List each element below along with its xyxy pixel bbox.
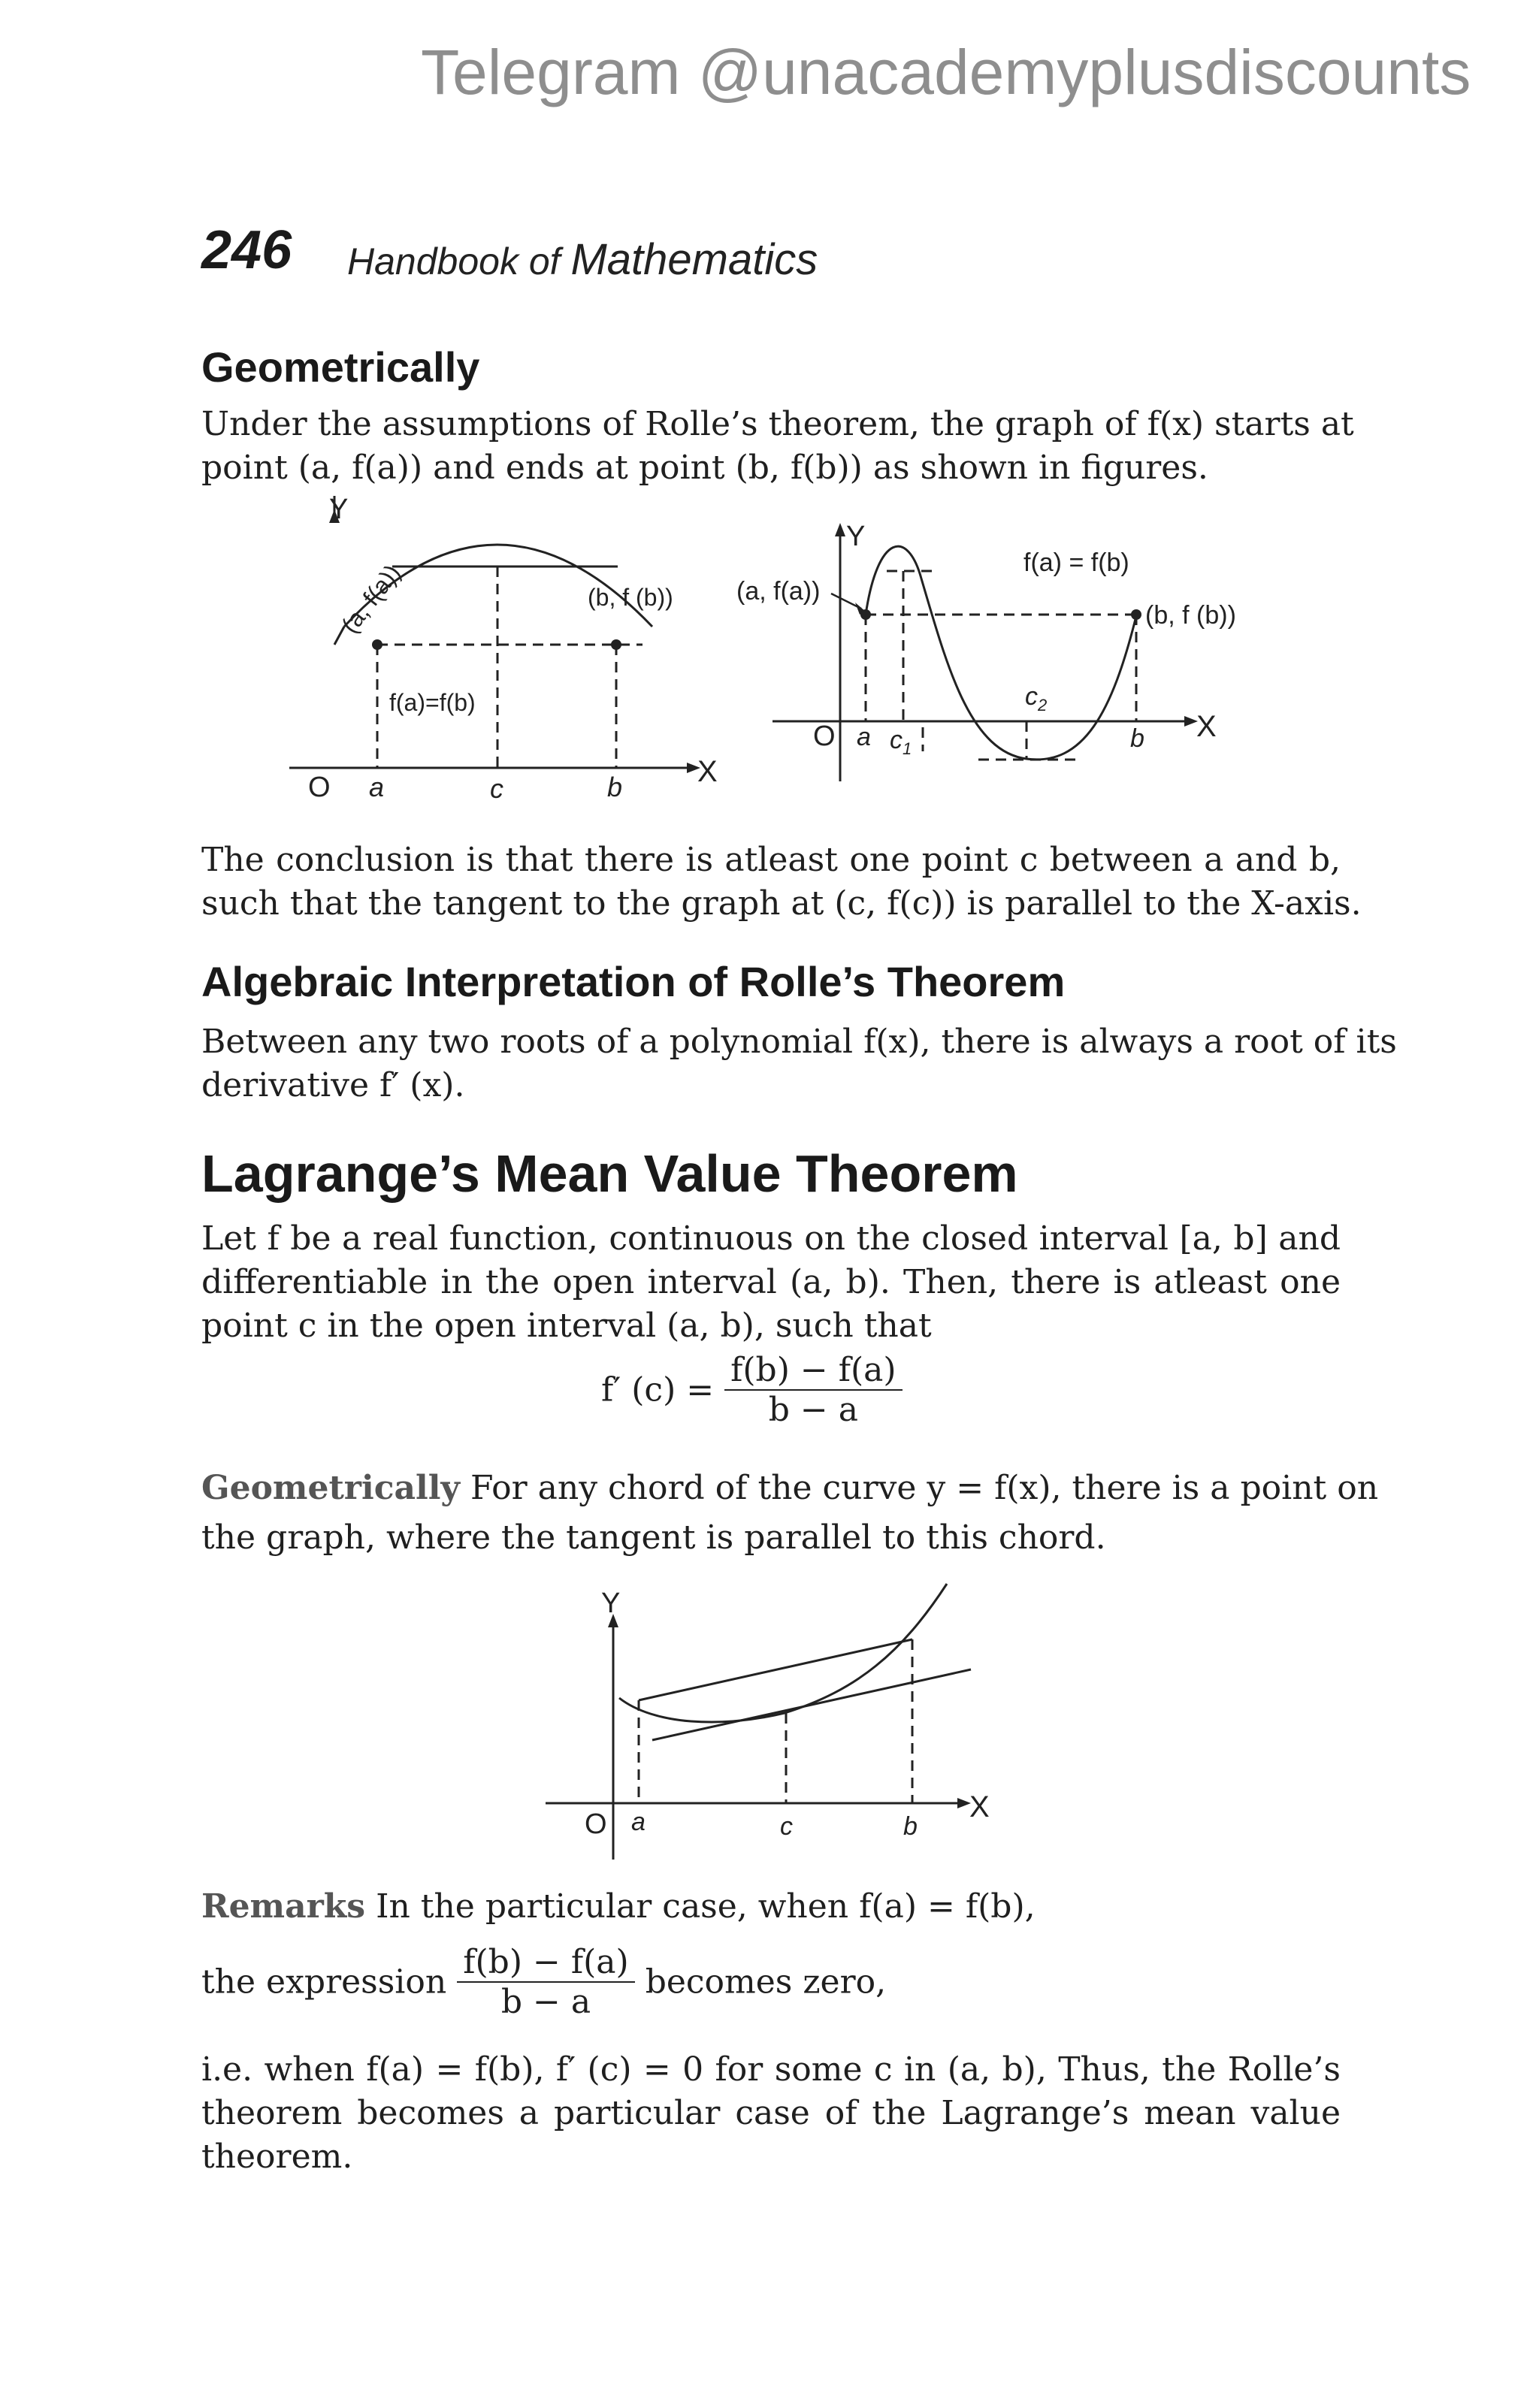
label-b: b xyxy=(903,1812,918,1841)
remarks-line-2: i.e. when f(a) = f(b), f′ (c) = 0 for some c in (a, b), Thus, the Rolle’s xyxy=(201,2050,1341,2089)
origin-label: O xyxy=(308,772,331,803)
x-axis-label: X xyxy=(969,1790,990,1823)
left-point-label: (a, f(a)) xyxy=(736,577,821,606)
label-b: b xyxy=(607,772,623,802)
formula-lhs: f′ (c) = xyxy=(601,1370,715,1409)
origin-label: O xyxy=(585,1808,607,1840)
label-c2: $c_2$ xyxy=(1025,682,1048,715)
equal-label: f(a)=f(b) xyxy=(389,689,476,716)
expression-fraction xyxy=(457,1943,634,2021)
lagrange-formula xyxy=(601,1351,903,1429)
lagrange-line-3: point c in the open interval (a, b), such that xyxy=(201,1307,932,1345)
label-c: c xyxy=(780,1812,793,1841)
label-a: a xyxy=(369,772,385,802)
x-axis-label: X xyxy=(1196,710,1217,743)
page-number: 246 xyxy=(201,220,292,280)
remarks-line-3: theorem becomes a particular case of the Lagrange’s mean value xyxy=(201,2094,1341,2132)
expression-denominator: b − a xyxy=(500,1983,591,2021)
geometrically-runin: Geometrically xyxy=(201,1469,460,1507)
formula-denominator: b − a xyxy=(768,1391,858,1429)
intro-line-2: point (a, f(a)) and ends at point (b, f(b)) as shown in figures. xyxy=(201,449,1208,487)
expression-suffix: becomes zero, xyxy=(645,1962,887,2002)
tangent-line xyxy=(652,1669,971,1740)
remarks-runin: Remarks xyxy=(201,1887,366,1926)
label-b: b xyxy=(1130,724,1144,753)
section-heading-algebraic: Algebraic Interpretation of Rolle’s Theorem xyxy=(201,958,1066,1005)
watermark-text: Telegram @unacademyplusdiscounts xyxy=(421,37,1471,107)
remarks-expression xyxy=(201,1943,886,2021)
book-title-main: Mathematics xyxy=(570,235,818,284)
equal-label: f(a) = f(b) xyxy=(1023,548,1129,577)
expression-prefix: the expression xyxy=(201,1962,447,2002)
left-point-label: (a, f(a)) xyxy=(336,559,407,639)
mean-value-figure xyxy=(541,1578,1022,1863)
curve xyxy=(866,546,1136,760)
lagrange-line-1: Let f be a real function, continuous on the closed interval [a, b] and xyxy=(201,1219,1341,1258)
x-axis-label: X xyxy=(697,755,718,788)
intro-line-1: Under the assumptions of Rolle’s theorem, the graph of f(x) starts at xyxy=(201,405,1354,443)
geometric-lagrange-line-1: Geometrically For any chord of the curve y = f(x), there is a point on xyxy=(201,1469,1379,1507)
geometric-lagrange-line-2: the graph, where the tangent is parallel to this chord. xyxy=(201,1518,1106,1557)
lagrange-paragraph xyxy=(201,1217,1341,1348)
intro-paragraph xyxy=(201,403,1354,490)
y-axis-label: Y xyxy=(601,1588,621,1619)
origin-label: O xyxy=(813,721,836,752)
book-title-prefix: Handbook of xyxy=(347,240,561,282)
algebraic-paragraph xyxy=(201,1020,1397,1107)
right-point-label: (b, f (b)) xyxy=(588,584,673,611)
label-a: a xyxy=(857,723,871,751)
lagrange-line-2: differentiable in the open interval (a, b). Then, there is atleast one xyxy=(201,1263,1341,1301)
remarks-line-1: Remarks In the particular case, when f(a) = f(b), xyxy=(201,1887,1036,1926)
conclusion-paragraph xyxy=(201,838,1362,926)
y-axis-label: Y xyxy=(846,521,866,552)
conclusion-line-2: such that the tangent to the graph at (c, f(c)) is parallel to the X-axis. xyxy=(201,884,1362,923)
running-head xyxy=(347,234,818,285)
algebraic-line-2: derivative f′ (x). xyxy=(201,1066,465,1104)
label-c1: $c_1$ xyxy=(890,726,912,758)
rolle-figure-wave xyxy=(736,518,1277,789)
section-heading-lagrange: Lagrange’s Mean Value Theorem xyxy=(201,1144,1018,1203)
rolle-figure-parabola xyxy=(271,496,751,826)
expression-numerator: f(b) − f(a) xyxy=(457,1943,634,1983)
section-heading-geometrically: Geometrically xyxy=(201,343,480,391)
remarks-line-4: theorem. xyxy=(201,2138,353,2176)
formula-fraction xyxy=(724,1351,902,1429)
conclusion-line-1: The conclusion is that there is atleast one point c between a and b, xyxy=(201,841,1341,879)
label-c: c xyxy=(490,773,503,804)
right-point-label: (b, f (b)) xyxy=(1145,601,1236,630)
formula-numerator: f(b) − f(a) xyxy=(724,1351,902,1391)
curve-extension-left xyxy=(334,627,344,645)
remarks-paragraph xyxy=(201,2048,1341,2179)
curve xyxy=(619,1584,947,1722)
algebraic-line-1: Between any two roots of a polynomial f(x), there is always a root of its xyxy=(201,1023,1397,1061)
label-a: a xyxy=(631,1808,646,1836)
y-axis-label: Y xyxy=(329,496,349,525)
geometric-lagrange-paragraph xyxy=(201,1464,1379,1563)
